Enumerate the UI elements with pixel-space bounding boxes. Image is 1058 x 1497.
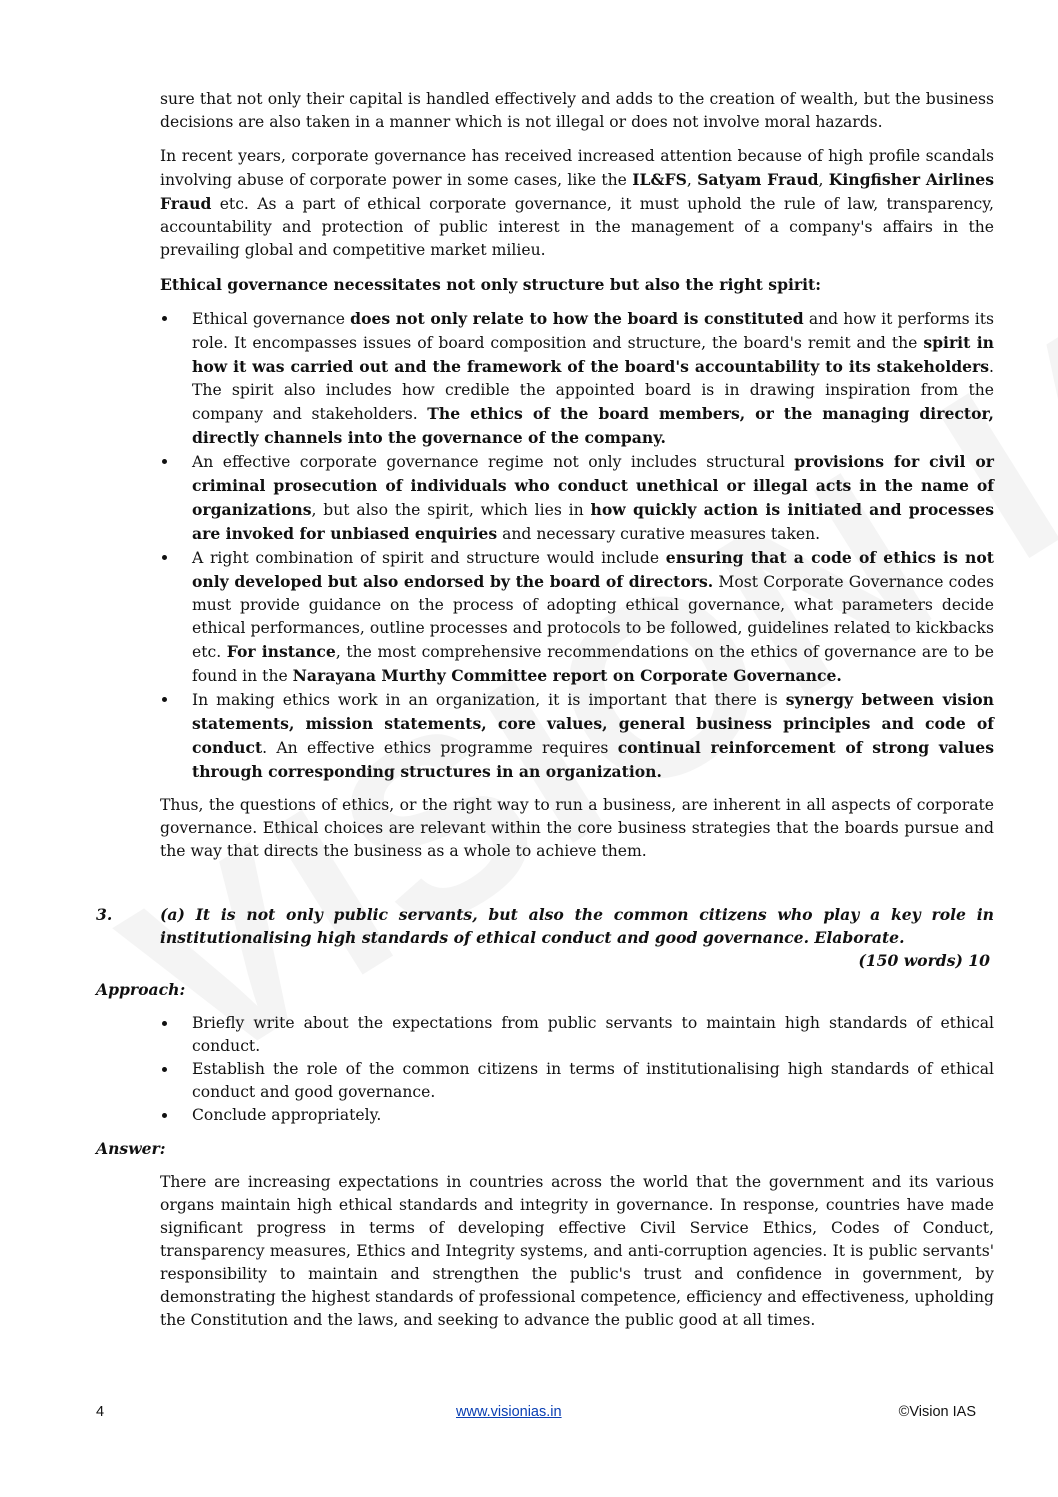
text-run: In recent years, corporate governance has received increased attention because of high profile scandals involving abuse of corporate power in some cases, like the — [160, 147, 994, 189]
text-run: . An effective ethics programme requires — [262, 739, 618, 757]
text-run: , but also the spirit, which lies in — [311, 501, 591, 519]
copyright-notice: ©Vision IAS — [898, 1404, 976, 1420]
question-marks: (150 words) 10 — [858, 951, 990, 970]
approach-item: Conclude appropriately. — [160, 1104, 994, 1127]
text-run: , — [686, 171, 698, 189]
bold-kingfisher: Kingfisher Airlines Fraud — [160, 170, 994, 213]
text-run: In making ethics work in an organization, it is important that there is — [192, 691, 786, 709]
bold-run: provisions for civil or criminal prosecution of individuals who conduct unethical or illegal acts in the name of organizations — [192, 452, 994, 519]
text-run: Ethical governance — [192, 310, 351, 328]
bold-run: how quickly action is initiated and processes are invoked for unbiased enquiries — [192, 500, 994, 543]
bullet-item-4 — [160, 688, 994, 784]
bold-run: Narayana Murthy Committee report on Corporate Governance. — [292, 666, 842, 685]
bold-run: continual reinforcement of strong values through corresponding structures in an organization. — [192, 738, 994, 781]
approach-item: Briefly write about the expectations from public servants to maintain high standards of ethical conduct. — [160, 1012, 994, 1058]
question-number: 3. — [96, 905, 113, 924]
answer-label: Answer: — [96, 1139, 166, 1158]
text-run: , the most comprehensive recommendations on the ethics of governance are to be found in the — [192, 643, 994, 685]
bold-satyam: Satyam Fraud — [697, 170, 819, 189]
intro-paragraph-2 — [160, 145, 994, 262]
text-run: and how it performs its role. It encompasses issues of board composition and structure, the board's remit and the — [192, 310, 994, 352]
text-run: . The spirit also includes how credible the appointed board is in drawing inspiration from the company and stakeholders. — [192, 358, 994, 423]
section-subheading: Ethical governance necessitates not only structure but also the right spirit: — [160, 275, 821, 294]
bold-run: For instance — [226, 642, 336, 661]
conclusion-paragraph: Thus, the questions of ethics, or the right way to run a business, are inherent in all aspects of corporate governance. Ethical choices are relevant within the core business strategies that the boards pursue and the way that directs the business as a whole to achieve them. — [160, 796, 994, 860]
approach-list — [160, 1012, 994, 1127]
bold-run: does not only relate to how the board is constituted — [350, 309, 804, 328]
page-content — [96, 88, 995, 1343]
text-run: A right combination of spirit and structure would include — [192, 549, 666, 567]
bold-ilfs: IL&FS — [632, 170, 687, 189]
website-link[interactable]: www.visionias.in — [456, 1404, 562, 1420]
intro-paragraph-1: sure that not only their capital is handled effectively and adds to the creation of wealth, but the business decisions are also taken in a manner which is not illegal or does not involve moral hazards. — [160, 90, 994, 131]
ethics-bullet-list — [160, 307, 994, 784]
text-run: , — [818, 171, 829, 189]
text-run: etc. As a part of ethical corporate governance, it must uphold the rule of law, transparency, accountability and protection of public interest in the management of a company's affairs in the prevailing global and competitive market milieu. — [160, 195, 994, 259]
question-text: (a) It is not only public servants, but also the common citizens who play a key role in institutionalising high standards of ethical conduct and good governance. Elaborate. — [160, 905, 994, 947]
text-run: and necessary curative measures taken. — [497, 525, 821, 543]
bold-run: spirit in how it was carried out and the framework of the board's accountability to its stakeholders — [192, 333, 994, 376]
approach-item: Establish the role of the common citizens in terms of institutionalising high standards of ethical conduct and good governance. — [160, 1058, 994, 1104]
bullet-item-1 — [160, 307, 994, 450]
text-run: Most Corporate Governance codes must provide guidance on the process of adopting ethical governance, what parameters decide ethical performances, outline processes and protocols to be followed, guidelines related to kickbacks etc. — [192, 573, 995, 661]
page-number: 4 — [96, 1404, 105, 1420]
bold-run: synergy between vision statements, mission statements, core values, general business principles and code of conduct — [192, 690, 994, 757]
text-run: An effective corporate governance regime not only includes structural — [192, 453, 795, 471]
bold-run: ensuring that a code of ethics is not only developed but also endorsed by the board of directors. — [192, 548, 994, 591]
bullet-item-2 — [160, 450, 994, 546]
bullet-item-3 — [160, 546, 994, 688]
answer-paragraph: There are increasing expectations in countries across the world that the government and its various organs maintain high ethical standards and integrity in governance. In response, countries have made significant progress in terms of developing effective Civil Service Ethics, Codes of Conduct, transparency measures, Ethics and Integrity systems, and anti-corruption agencies. It is public servants' responsibility to maintain and strengthen the public's trust and confidence in government, by demonstrating the highest standards of professional competence, efficiency and effectiveness, upholding the Constitution and the laws, and seeking to advance the public good at all times. — [160, 1173, 994, 1329]
question-block — [96, 903, 994, 972]
bold-run: The ethics of the board members, or the managing director, directly channels into the governance of the company. — [192, 404, 994, 447]
approach-label: Approach: — [96, 980, 186, 999]
page-footer — [96, 1404, 976, 1428]
